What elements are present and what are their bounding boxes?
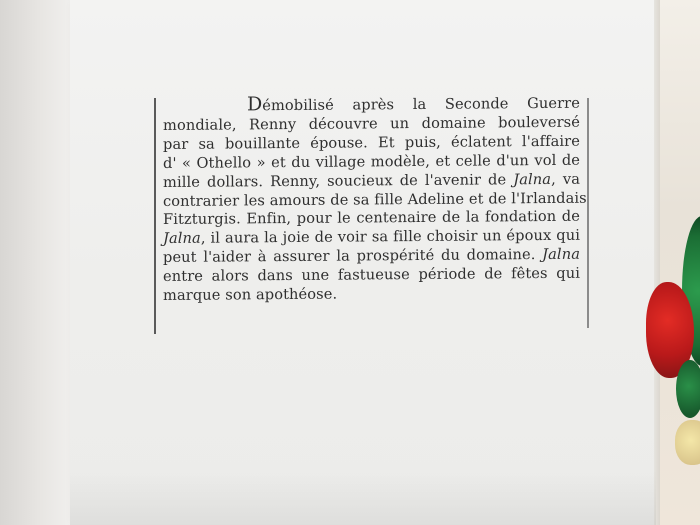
book-title-reference: Jalna (513, 170, 552, 188)
book-title-reference: Jalna (163, 230, 201, 248)
book-title-reference: Jalna (542, 245, 580, 264)
back-cover-blurb (163, 93, 587, 306)
blurb-line-10 (163, 265, 580, 287)
blurb-text-segment: émobilisé après la Seconde Guerre (262, 94, 580, 115)
blurb-text-segment: d' « Othello » et du village modèle, et celle d'un vol de (163, 151, 580, 172)
book-left-edge (0, 0, 71, 525)
yellow-fabric-pattern (675, 420, 700, 465)
blurb-text-segment: marque son apothéose. (163, 285, 338, 305)
blurb-text-segment: entre alors dans une fastueuse période de fêtes qui (163, 264, 580, 286)
green-fabric-pattern-lower (676, 360, 700, 418)
blurb-text-segment: Fitzturgis. Enfin, pour le centenaire de la fondation de (163, 208, 580, 229)
blurb-line-11 (163, 284, 580, 306)
drop-cap: D (247, 93, 263, 116)
blurb-text-segment: mondiale, Renny découvre un domaine bouleversé (163, 113, 580, 134)
blurb-text-segment: contrarier les amours de sa fille Adeline et de l'Irlandais (163, 189, 587, 210)
blurb-right-rule (587, 98, 589, 328)
blurb-text-segment: mille dollars. Renny, soucieux de l'avenir de (163, 170, 514, 191)
bottom-shadow (70, 470, 656, 525)
blurb-text-segment: par sa bouillante épouse. Et puis, éclatent l'affaire (163, 132, 580, 153)
blurb-left-rule (154, 98, 156, 334)
blurb-text-segment: , va (551, 170, 580, 188)
blurb-text-segment: peut l'aider à assurer la prospérité du domaine. (163, 246, 543, 267)
blurb-text-segment: , il aura la joie de voir sa fille choisir un époux qui (200, 227, 580, 248)
